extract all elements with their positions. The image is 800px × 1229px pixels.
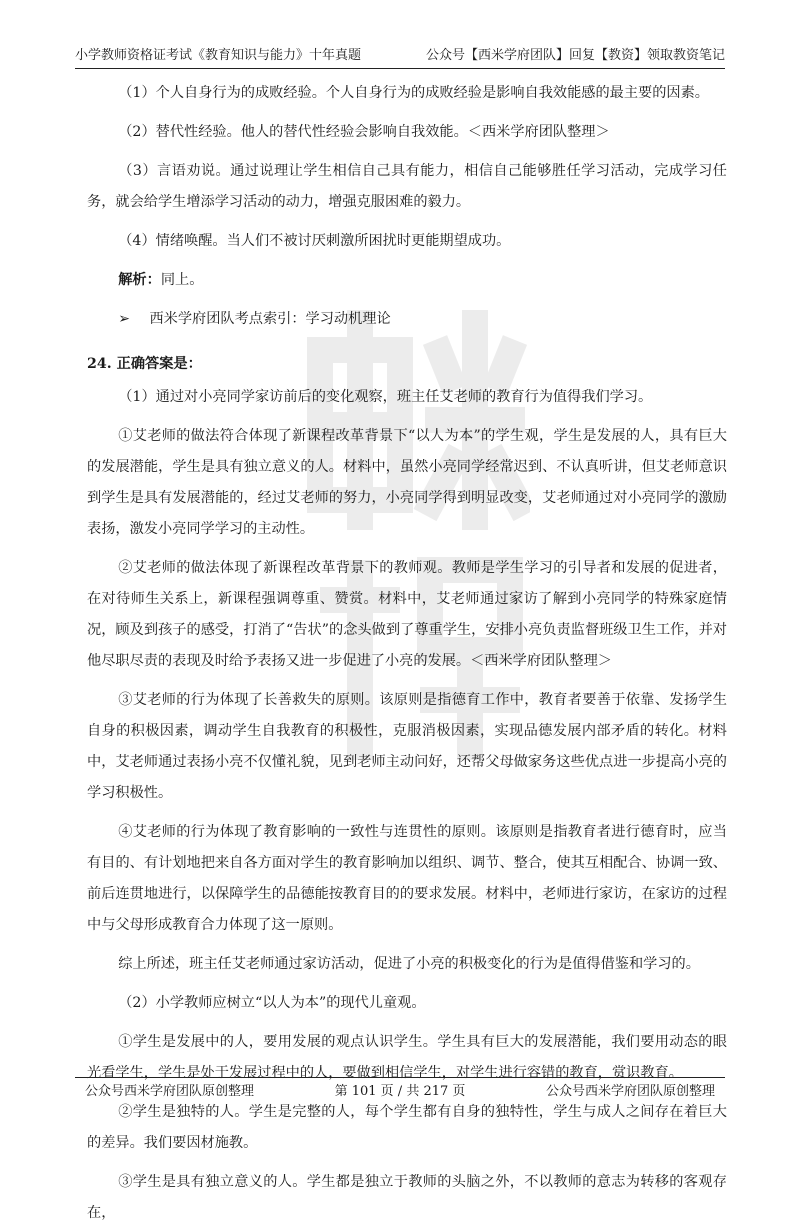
answer-label: 正确答案是： [116, 356, 202, 372]
topic-index-text: 西米学府团队考点索引：学习动机理论 [149, 311, 391, 327]
question-24-heading [87, 349, 727, 380]
question-number: 24. [87, 356, 112, 372]
answer-content [87, 78, 727, 1229]
analysis-line [87, 265, 727, 296]
paragraph-consistency: ④艾老师的行为体现了教育影响的一致性与连贯性的原则。该原则是指教育者进行德育时，应当有目的、有计划地把来自各方面对学生的教育影响加以组织、调节、整合，使其互相配合、协调一致、前后连贯地进行，以保障学生的品德能按教育目的的要求发展。材料中，老师进行家访，在家访的过程中与父母形成教育合力体现了这一原则。 [87, 824, 727, 933]
paragraph-teacher-view: ②艾老师的做法体现了新课程改革背景下的教师观。教师是学生学习的引导者和发展的促进者，在对待师生关系上，新课程强调尊重、赞赏。材料中，艾老师通过家访了解到小亮同学的特殊家庭情况，顾及到孩子的感受，打消了“告状”的念头做到了尊重学生，安排小亮负责监督班级卫生工作，并对他尽职尽责的表现及时给予表扬又进一步促进了小亮的发展。＜西米学府团队整理＞ [87, 560, 727, 669]
topic-index-line [87, 304, 727, 335]
paragraph-student-view: ①艾老师的做法符合体现了新课程改革背景下“以人为本”的学生观，学生是发展的人，具有巨大的发展潜能，学生是具有独立意义的人。材料中，虽然小亮同学经常迟到、不认真听讲，但艾老师意识到学生是具有发展潜能的，经过艾老师的努力，小亮同学得到明显改变，艾老师通过对小亮同学的激励表扬，激发小亮同学学习的主动性。 [87, 428, 727, 537]
footer-left: 公众号西米学府团队原创整理 [85, 1084, 255, 1099]
paragraph-foster-strengths: ③艾老师的行为体现了长善救失的原则。该原则是指德育工作中，教育者要善于依靠、发扬学生自身的积极因素，调动学生自我教育的积极性，克服消极因素，实现品德发展内部矛盾的转化。材料中，艾老师通过表扬小亮不仅懂礼貌，见到老师主动问好，还帮父母做家务这些优点进一步提高小亮的学习积极性。 [87, 692, 727, 801]
page-header [75, 46, 725, 69]
page-number: 第 101 页 / 共 217 页 [334, 1084, 466, 1099]
paragraph-developing-person: ①学生是发展中的人，要用发展的观点认识学生。学生具有巨大的发展潜能，我们要用动态的眼光看学生，学生是处于发展过程中的人，要做到相信学生，对学生进行容错的教育，赏识教育。 [87, 1034, 727, 1081]
arrow-bullet-icon: ➢ [118, 311, 131, 327]
paragraph-summary: 综上所述，班主任艾老师通过家访活动，促进了小亮的积极变化的行为是值得借鉴和学习的。 [118, 956, 700, 972]
header-title: 小学教师资格证考试《教育知识与能力》十年真题 [75, 48, 362, 63]
paragraph-part1-intro: （1）通过对小亮同学家访前后的变化观察，班主任艾老师的教育行为值得我们学习。 [118, 389, 653, 405]
paragraph-vicarious-experience: （2）替代性经验。他人的替代性经验会影响自我效能。＜西米学府团队整理＞ [118, 124, 610, 140]
paragraph-independent-person: ③学生是具有独立意义的人。学生都是独立于教师的头脑之外，不以教师的意志为转移的客观存在， [87, 1174, 727, 1221]
analysis-label: 解析： [118, 272, 161, 288]
paragraph-unique-person: ②学生是独特的人。学生是完整的人，每个学生都有自身的独特性，学生与成人之间存在着巨大的差异。我们要因材施教。 [87, 1104, 727, 1151]
paragraph-part2-intro: （2）小学教师应树立“以人为本”的现代儿童观。 [118, 995, 426, 1011]
analysis-text: 同上。 [160, 272, 204, 288]
paragraph-self-experience: （1）个人自身行为的成败经验。个人自身行为的成败经验是影响自我效能感的最主要的因素。 [118, 85, 709, 101]
header-promo: 公众号【西米学府团队】回复【教资】领取教资笔记 [425, 48, 725, 63]
page-footer [75, 1077, 725, 1102]
footer-right: 公众号西米学府团队原创整理 [545, 1084, 715, 1099]
paragraph-emotional-arousal: （4）情绪唤醒。当人们不被讨厌刺激所困扰时更能期望成功。 [118, 233, 511, 249]
paragraph-verbal-persuasion: （3）言语劝说。通过说理让学生相信自己具有能力，相信自己能够胜任学习活动，完成学习任务，就会给学生增添学习活动的动力，增强克服困难的毅力。 [87, 163, 727, 210]
